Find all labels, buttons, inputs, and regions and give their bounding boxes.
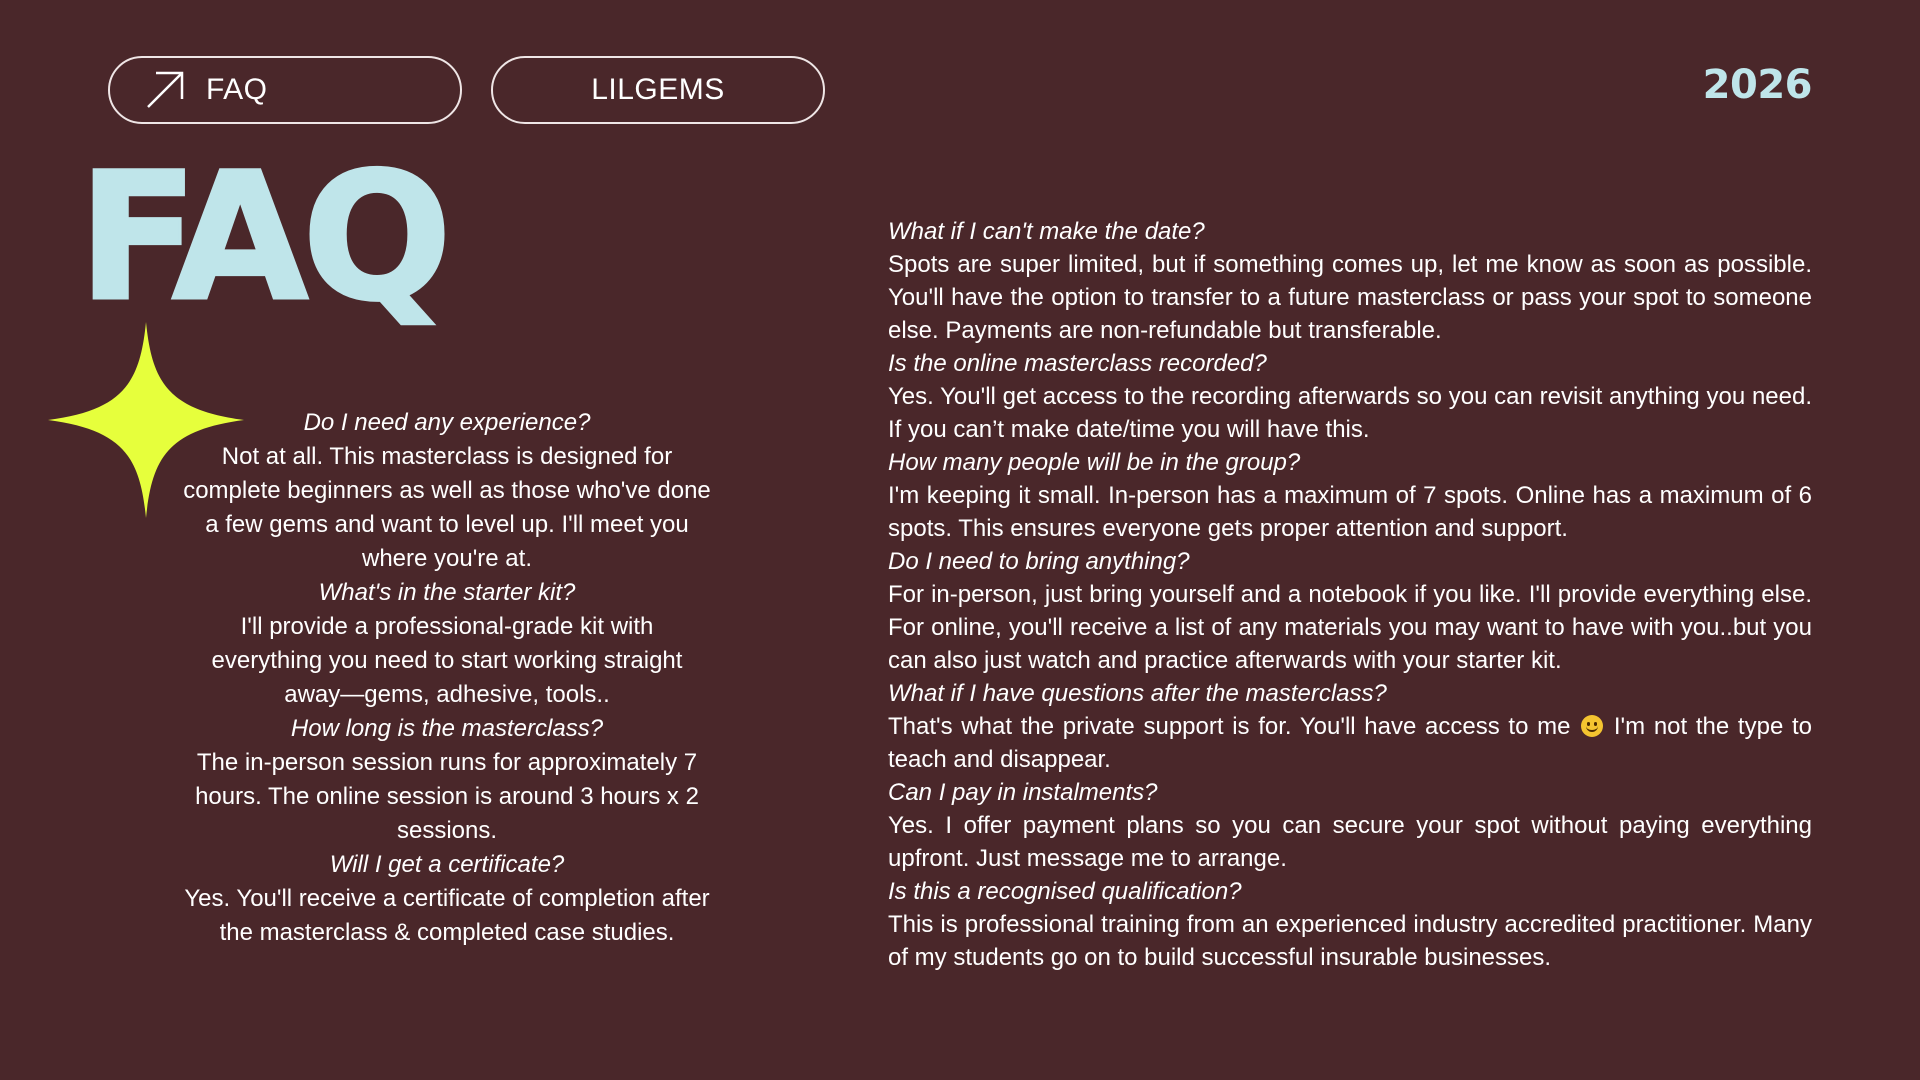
faq-answer: The in-person session runs for approximately 7 hours. The online session is around 3 hours x 2 sessions. <box>195 749 699 844</box>
faq-question: How many people will be in the group? <box>888 449 1301 476</box>
faq-answer: This is professional training from an experienced industry accredited practitioner. Many of my students go on to build successful insurable businesses. <box>888 911 1812 971</box>
arrow-up-right-icon <box>144 69 186 111</box>
faq-pill-label: FAQ <box>206 73 268 106</box>
faq-answer: Spots are super limited, but if something comes up, let me know as soon as possible. You'll have the option to transfer to a future masterclass or pass your spot to someone else. Payments are non-refundable but transferable. <box>888 251 1812 344</box>
faq-question: What's in the starter kit? <box>318 579 576 606</box>
faq-question: Do I need any experience? <box>303 409 591 436</box>
faq-answer <box>888 710 1812 776</box>
page-title: FAQ <box>78 135 446 340</box>
faq-question: Do I need to bring anything? <box>888 548 1190 575</box>
faq-question: What if I can't make the date? <box>888 218 1205 245</box>
faq-right-column <box>888 215 1812 974</box>
faq-question: Can I pay in instalments? <box>888 779 1158 806</box>
faq-answer: Yes. You'll get access to the recording afterwards so you can revisit anything you need. If you can’t make date/time you will have this. <box>888 383 1812 443</box>
faq-left-column <box>182 406 712 950</box>
faq-answer: I'll provide a professional-grade kit with everything you need to start working straight away—gems, adhesive, tools.. <box>211 613 683 708</box>
faq-answer-part: I'm not the type to teach and disappear. <box>888 713 1813 773</box>
faq-answer: Not at all. This masterclass is designed for complete beginners as well as those who've done a few gems and want to level up. I'll meet you where you're at. <box>183 443 711 572</box>
faq-answer: Yes. You'll receive a certificate of completion after the masterclass & completed case studies. <box>184 885 710 946</box>
faq-question: Will I get a certificate? <box>329 851 565 878</box>
year-label: 2026 <box>1702 62 1812 108</box>
faq-question: What if I have questions after the masterclass? <box>888 680 1387 707</box>
faq-question: Is the online masterclass recorded? <box>888 350 1267 377</box>
faq-answer: For in-person, just bring yourself and a notebook if you like. I'll provide everything else. For online, you'll receive a list of any materials you may want to have with you..but you can also just watch and practice afterwards with your starter kit. <box>888 581 1812 674</box>
faq-answer-part: That's what the private support is for. You'll have access to me <box>888 713 1571 740</box>
smiley-face-icon <box>1581 715 1603 737</box>
faq-answer: Yes. I offer payment plans so you can secure your spot without paying everything upfront. Just message me to arrange. <box>888 812 1812 872</box>
faq-question: How long is the masterclass? <box>290 715 604 742</box>
faq-question: Is this a recognised qualification? <box>888 878 1242 905</box>
faq-answer: I'm keeping it small. In-person has a maximum of 7 spots. Online has a maximum of 6 spots. This ensures everyone gets proper attention and support. <box>888 482 1812 542</box>
brand-pill-button[interactable] <box>491 56 825 124</box>
faq-pill-button[interactable] <box>108 56 462 124</box>
brand-pill-label: LILGEMS <box>591 73 725 106</box>
